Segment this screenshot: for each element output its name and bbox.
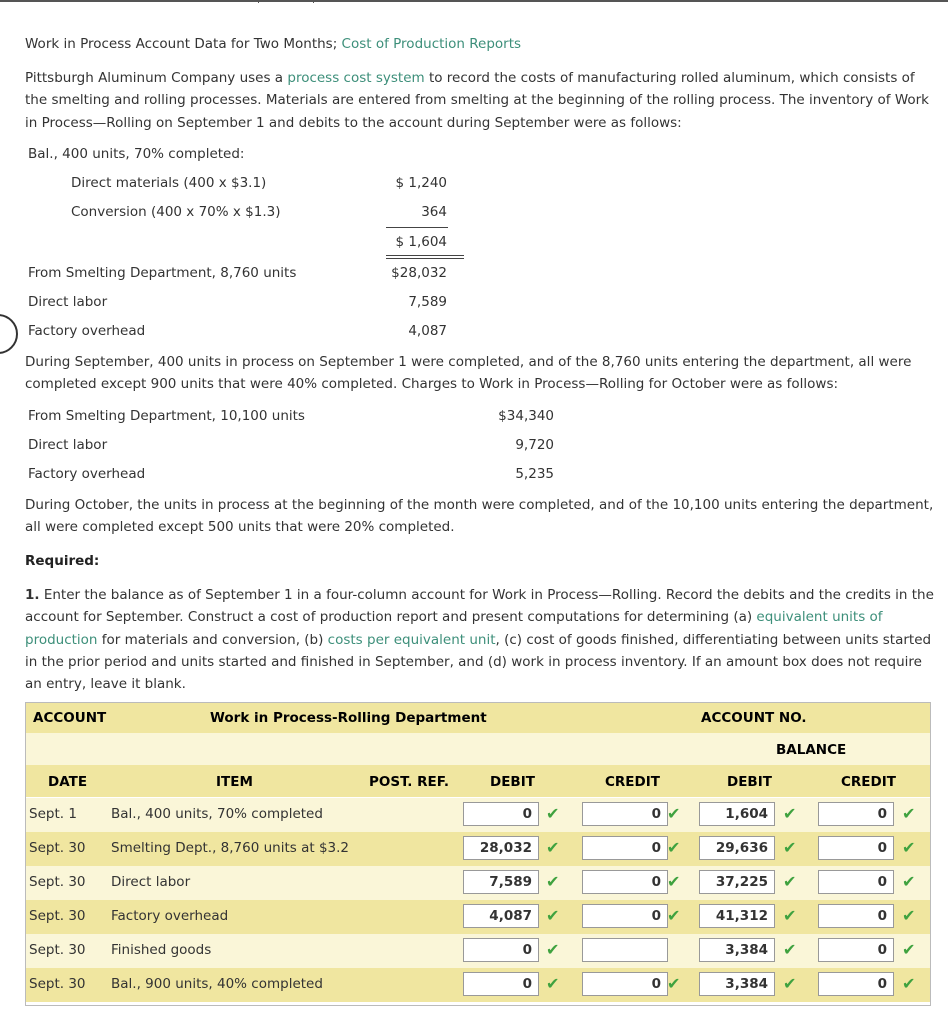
check-icon: ✔ xyxy=(546,804,560,823)
row-debit-input[interactable]: 4,087 xyxy=(463,904,539,928)
check-icon: ✔ xyxy=(783,940,797,959)
row-item: Bal., 400 units, 70% completed xyxy=(111,806,323,822)
row-debit-input[interactable]: 7,589 xyxy=(463,870,539,894)
req-number: 1. xyxy=(25,587,40,603)
title-text: Work in Process Account Data for Two Months; xyxy=(25,36,342,52)
september-paragraph: During September, 400 units in process on September 1 were completed, and of the 8,760 units entering the department, all were completed except 900 units that were 40% completed. Charges to Work in Process—Rolling for October were as follows: xyxy=(25,354,912,393)
row-item: Direct labor xyxy=(111,874,191,890)
check-icon: ✔ xyxy=(546,872,560,891)
row-item: Finished goods xyxy=(111,942,212,958)
row-bal-credit-input[interactable]: 0 xyxy=(818,870,894,894)
check-icon: ✔ xyxy=(902,804,916,823)
balance-label: BALANCE xyxy=(776,742,847,758)
col-item: ITEM xyxy=(216,774,253,790)
check-icon: ✔ xyxy=(902,838,916,857)
row-credit-input[interactable]: 0 xyxy=(582,972,668,996)
row-bal-credit-input[interactable]: 0 xyxy=(818,972,894,996)
cost-per-equivalent-unit-link[interactable]: costs per equivalent unit xyxy=(327,631,496,648)
account-label: ACCOUNT xyxy=(33,710,107,726)
sept-total-value: $ 1,604 xyxy=(395,234,447,250)
row-date: Sept. 30 xyxy=(29,874,86,890)
sept-overhead-value: 4,087 xyxy=(408,323,447,339)
title-link[interactable]: Cost of Production Reports xyxy=(341,36,522,52)
row-bal-debit-input[interactable]: 1,604 xyxy=(699,802,775,826)
oct-overhead-label: Factory overhead xyxy=(28,466,146,482)
check-icon: ✔ xyxy=(783,872,797,891)
row-date: Sept. 1 xyxy=(29,806,77,822)
sept-balance-label: Bal., 400 units, 70% completed: xyxy=(28,146,245,162)
check-icon: ✔ xyxy=(546,838,560,857)
row-item: Factory overhead xyxy=(111,908,229,924)
col-debit: DEBIT xyxy=(490,774,535,790)
sept-dm-value: $ 1,240 xyxy=(395,175,447,191)
check-icon: ✔ xyxy=(546,974,560,993)
check-icon: ✔ xyxy=(783,974,797,993)
row-date: Sept. 30 xyxy=(29,942,86,958)
account-name: Work in Process-Rolling Department xyxy=(210,710,487,726)
account-no-label: ACCOUNT NO. xyxy=(701,710,807,726)
check-icon: ✔ xyxy=(902,872,916,891)
row-debit-input[interactable]: 28,032 xyxy=(463,836,539,860)
check-icon: ✔ xyxy=(783,906,797,925)
sept-dm-label: Direct materials (400 x $3.1) xyxy=(71,175,267,191)
top-divider xyxy=(0,0,948,2)
ledger-header-row xyxy=(26,765,930,797)
col-credit: CREDIT xyxy=(605,774,660,790)
row-bal-credit-input[interactable]: 0 xyxy=(818,836,894,860)
total-double-rule-1 xyxy=(386,255,464,256)
oct-labor-value: 9,720 xyxy=(515,437,554,453)
row-credit-input[interactable]: 0 xyxy=(582,870,668,894)
circle-marker xyxy=(0,314,18,354)
sept-labor-label: Direct labor xyxy=(28,294,108,310)
requirement-1: 1. Enter the balance as of September 1 in a four-column account for Work in Process—Rolling. Record the debits and the credits in the account for September. Construct a cost of production report and present computations for determining (a) equivalent units of production for materials and conversion, (b) costs per equivalent unit, (c) cost of goods finished, differentiating between units started in the prior period and units started and finished in September, and (d) work in process inventory. If an amount box does not require an entry, leave it blank. xyxy=(25,587,934,693)
row-item: Bal., 900 units, 40% completed xyxy=(111,976,323,992)
row-bal-debit-input[interactable]: 41,312 xyxy=(699,904,775,928)
check-icon: ✔ xyxy=(667,804,681,823)
problem-title xyxy=(25,36,521,52)
row-item: Smelting Dept., 8,760 units at $3.2 xyxy=(111,840,350,856)
row-date: Sept. 30 xyxy=(29,976,86,992)
row-date: Sept. 30 xyxy=(29,840,86,856)
october-paragraph: During October, the units in process at the beginning of the month were completed, and of the 10,100 units entering the department, all were completed except 500 units that were 20% completed. xyxy=(25,497,934,536)
sept-labor-value: 7,589 xyxy=(408,294,447,310)
check-icon: ✔ xyxy=(783,838,797,857)
subtotal-rule xyxy=(386,227,448,228)
row-debit-input[interactable]: 0 xyxy=(463,802,539,826)
col-post-ref: POST. REF. xyxy=(369,774,450,790)
row-date: Sept. 30 xyxy=(29,908,86,924)
check-icon: ✔ xyxy=(667,906,681,925)
check-icon: ✔ xyxy=(902,940,916,959)
sept-smelting-value: $28,032 xyxy=(391,265,447,281)
check-icon: ✔ xyxy=(546,940,560,959)
row-credit-input[interactable] xyxy=(582,938,668,962)
row-credit-input[interactable]: 0 xyxy=(582,904,668,928)
row-bal-credit-input[interactable]: 0 xyxy=(818,904,894,928)
intro-paragraph: Pittsburgh Aluminum Company uses a process cost system to record the costs of manufacturing rolled aluminum, which consists of the smelting and rolling processes. Materials are entered from smelting at the beginning of the rolling process. The inventory of Work in Process—Rolling on September 1 and debits to the account during September were as follows: xyxy=(25,70,929,131)
check-icon: ✔ xyxy=(667,872,681,891)
row-bal-debit-input[interactable]: 37,225 xyxy=(699,870,775,894)
total-double-rule-2 xyxy=(386,258,464,259)
oct-smelting-value: $34,340 xyxy=(498,408,554,424)
row-debit-input[interactable]: 0 xyxy=(463,972,539,996)
oct-smelting-label: From Smelting Department, 10,100 units xyxy=(28,408,305,424)
ledger-table xyxy=(25,702,931,1006)
required-heading: Required: xyxy=(25,553,100,569)
check-icon: ✔ xyxy=(667,838,681,857)
check-icon: ✔ xyxy=(902,906,916,925)
sept-conv-value: 364 xyxy=(421,204,447,220)
equivalent-units-link[interactable]: equivalent units of production xyxy=(25,609,883,648)
sept-conv-label: Conversion (400 x 70% x $1.3) xyxy=(71,204,281,220)
col-balance-debit: DEBIT xyxy=(727,774,772,790)
row-credit-input[interactable]: 0 xyxy=(582,836,668,860)
row-bal-credit-input[interactable]: 0 xyxy=(818,938,894,962)
row-credit-input[interactable]: 0 xyxy=(582,802,668,826)
check-icon: ✔ xyxy=(546,906,560,925)
sept-smelting-label: From Smelting Department, 8,760 units xyxy=(28,265,297,281)
check-icon: ✔ xyxy=(667,974,681,993)
check-icon: ✔ xyxy=(902,974,916,993)
oct-overhead-value: 5,235 xyxy=(515,466,554,482)
sept-overhead-label: Factory overhead xyxy=(28,323,146,339)
row-bal-debit-input[interactable]: 3,384 xyxy=(699,972,775,996)
row-bal-debit-input[interactable]: 3,384 xyxy=(699,938,775,962)
oct-labor-label: Direct labor xyxy=(28,437,108,453)
row-bal-credit-input[interactable]: 0 xyxy=(818,802,894,826)
check-icon: ✔ xyxy=(783,804,797,823)
row-debit-input[interactable]: 0 xyxy=(463,938,539,962)
process-cost-system-link[interactable]: process cost system xyxy=(287,70,425,86)
col-date: DATE xyxy=(48,774,88,790)
col-balance-credit: CREDIT xyxy=(841,774,896,790)
row-bal-debit-input[interactable]: 29,636 xyxy=(699,836,775,860)
